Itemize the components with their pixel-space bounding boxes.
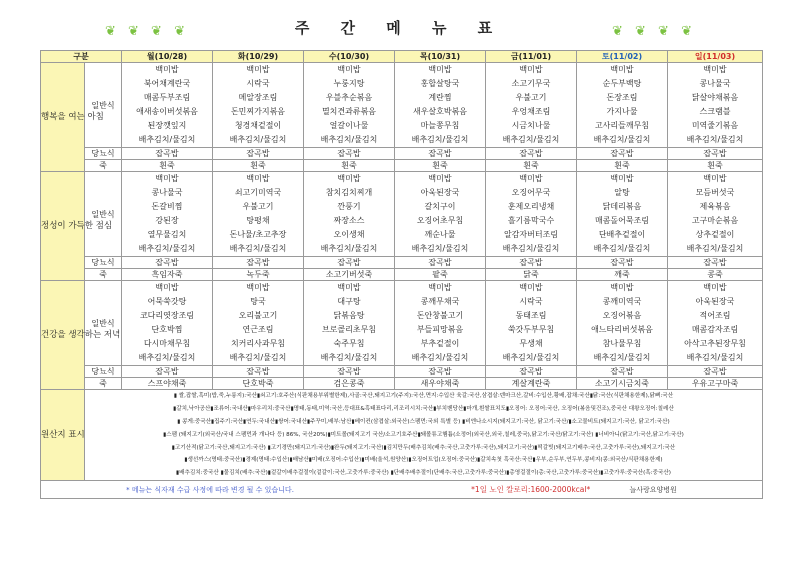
- dish-item: 브로콜리초무침: [321, 325, 377, 334]
- dish-item: 순두부백탕: [602, 79, 642, 88]
- dish-item: 메알장조림: [238, 93, 278, 102]
- dish-item: 열무물김치: [147, 230, 187, 239]
- breakfast-porridge-tue: 흰죽: [213, 160, 304, 172]
- breakfast-diabetic-thu: 잡곡밥: [395, 148, 486, 160]
- origin-line: ▮ 쌀,잡쌀,흑미(밥,죽,누룽지):국산▮쇠고기:호주산(식판채용부위별한제),사골:국산,돼지고기(주지):국산,면지:수입산 육갈:국산,삼겹살:덴마크산,갈비:수입산,황배,잡채:국산▮닭:국산(식판채용한제),닭뼈:국산: [173, 393, 674, 399]
- dish-item: 돈안창불고기: [416, 311, 464, 320]
- breakfast-diabetic-label: 당뇨식: [85, 148, 122, 160]
- footer-calorie: *1일 노인 칼로리:1600-2000kcal*: [471, 485, 591, 495]
- dish-item: 계란찜: [428, 93, 452, 102]
- header-day-mon: 월(10/28): [122, 51, 213, 63]
- lunch-diabetic-row: [41, 257, 763, 269]
- lunch-porridge-row: [41, 269, 763, 281]
- dinner-porridge-sat: 소고기시금치죽: [577, 378, 668, 390]
- dinner-diabetic-label: 당뇨식: [85, 366, 122, 378]
- dish-item: 깨순나물: [424, 230, 456, 239]
- dish-item: 상추겉절이: [695, 230, 735, 239]
- dish-item: 배추김치/물김치: [593, 353, 651, 362]
- dish-item: 백미밥: [519, 174, 543, 183]
- dish-item: 배추김치/물김치: [502, 353, 560, 362]
- dish-item: 훈제오리냉채: [507, 202, 555, 211]
- dish-item: 백미밥: [155, 174, 179, 183]
- dish-item: 북어채계란국: [143, 79, 191, 88]
- dish-item: 새우살호박볶음: [412, 107, 468, 116]
- dish-item: 배추김치/물김치: [229, 353, 287, 362]
- dish-item: 오징어초무침: [416, 216, 464, 225]
- lunch-diabetic-thu: 잡곡밥: [395, 257, 486, 269]
- dinner-diabetic-sun: 잡곡밥: [668, 366, 763, 378]
- dish-item: 오리불고기: [238, 311, 278, 320]
- lunch-sat-cell: [577, 172, 668, 257]
- header-day-thu: 목(10/31): [395, 51, 486, 63]
- dish-item: 백미밥: [610, 65, 634, 74]
- dish-item: 얼갈이나물: [329, 121, 369, 130]
- dish-item: 백미밥: [703, 174, 727, 183]
- dish-item: 매콤감자조림: [691, 325, 739, 334]
- dish-item: 배추김치/물김치: [686, 244, 744, 253]
- dish-item: 백미밥: [610, 283, 634, 292]
- lunch-diabetic-label: 당뇨식: [85, 257, 122, 269]
- sprout-decoration-left: ❦ ❦ ❦ ❦: [105, 24, 189, 39]
- breakfast-porridge-sat: 흰죽: [577, 160, 668, 172]
- breakfast-porridge-sun: 흰죽: [668, 160, 763, 172]
- breakfast-tue-cell: [213, 63, 304, 148]
- dish-item: 배추김치/물김치: [138, 135, 196, 144]
- dish-item: 홍합살탕국: [420, 79, 460, 88]
- dish-item: 매콤두부조림: [143, 93, 191, 102]
- dish-item: 스크램블: [699, 107, 731, 116]
- dinner-porridge-label: 죽: [85, 378, 122, 390]
- breakfast-diabetic-fri: 잡곡밥: [486, 148, 577, 160]
- lunch-diabetic-mon: 잡곡밥: [122, 257, 213, 269]
- dish-item: 백미밥: [428, 174, 452, 183]
- dish-item: 배추김치/물김치: [502, 135, 560, 144]
- header-day-wed: 수(10/30): [304, 51, 395, 63]
- dinner-thu-cell: [395, 281, 486, 366]
- dish-item: 누룽지탕: [333, 79, 365, 88]
- dish-item: 오징어무국: [511, 188, 551, 197]
- breakfast-diabetic-sun: 잡곡밥: [668, 148, 763, 160]
- breakfast-general-row: [41, 63, 763, 148]
- dish-item: 참치김치찌개: [325, 188, 373, 197]
- origin-line: ▮ 콩게:중국산▮집주기:국산▮연두:국내산▮쌍어:국내산▮주꾸미,배부:남산▮베이컨(삼겹살:외국산)스팸먼:국외 특별 등) ▮비엔나소시지(돼지고기:국산, 닭고기:국산/▮소고물비트(돼지고기:국산, 닭고기:국산): [177, 418, 670, 425]
- dish-item: 배추김치/물김치: [593, 244, 651, 253]
- dish-item: 고사리들깨무침: [594, 121, 650, 130]
- dish-item: 깐풍기: [337, 202, 361, 211]
- dinner-wed-cell: [304, 281, 395, 366]
- dish-item: 시락국: [519, 297, 543, 306]
- breakfast-fri-cell: [486, 63, 577, 148]
- dinner-diabetic-wed: 잡곡밥: [304, 366, 395, 378]
- dish-item: 적어조림: [699, 311, 731, 320]
- sprout-decoration-right: ❦ ❦ ❦ ❦: [612, 24, 696, 39]
- dish-item: 강된장: [155, 216, 179, 225]
- dinner-diabetic-row: [41, 366, 763, 378]
- dish-item: 탕평채: [246, 216, 270, 225]
- dish-item: 배추김치/물김치: [229, 244, 287, 253]
- lunch-diabetic-sun: 잡곡밥: [668, 257, 763, 269]
- dish-item: 백미밥: [246, 174, 270, 183]
- header-day-sun: 일(11/03): [668, 51, 763, 63]
- dish-item: 쑥갓두부무침: [507, 325, 555, 334]
- dinner-diabetic-tue: 잡곡밥: [213, 366, 304, 378]
- dinner-porridge-tue: 단호박죽: [213, 378, 304, 390]
- breakfast-porridge-wed: 흰죽: [304, 160, 395, 172]
- dish-item: 치커리사과무침: [230, 339, 286, 348]
- dish-item: 돈장조림: [606, 93, 638, 102]
- dish-item: 애느타리버섯볶음: [591, 325, 653, 334]
- origin-line: ▮배추김치:중국산 ▮물김치(배추:국산)▮겉갈이배추걸절이(겉갈이:국산,고춧가루:중국산) ▮단배추배추절이(단배추:국산,고춧가루:중국산)▮총영걸절이(총:국산,고춧가루:중국산)▮고춧가루:중국산(흑:중국산): [176, 470, 671, 477]
- breakfast-porridge-mon: 흰죽: [122, 160, 213, 172]
- footer-row: [41, 481, 763, 499]
- lunch-porridge-sun: 콩죽: [668, 269, 763, 281]
- dish-item: 숙주무침: [333, 339, 365, 348]
- breakfast-thu-cell: [395, 63, 486, 148]
- dish-item: 마늘쫑무침: [420, 121, 460, 130]
- dish-item: 백미밥: [337, 283, 361, 292]
- dinner-fri-cell: [486, 281, 577, 366]
- breakfast-diabetic-wed: 잡곡밥: [304, 148, 395, 160]
- dish-item: 우불고기: [515, 93, 547, 102]
- dish-item: 시금치나물: [511, 121, 551, 130]
- dish-item: 부추겉절이: [420, 339, 460, 348]
- header-day-sat: 토(11/02): [577, 51, 668, 63]
- dish-item: 돈갈비찜: [151, 202, 183, 211]
- dish-item: 대구탕: [337, 297, 361, 306]
- lunch-porridge-thu: 팥죽: [395, 269, 486, 281]
- dish-item: 아욱된장국: [420, 188, 460, 197]
- lunch-wed-cell: [304, 172, 395, 257]
- dish-item: 코다리엿장조림: [139, 311, 195, 320]
- dinner-tue-cell: [213, 281, 304, 366]
- breakfast-general-label: 일반식: [85, 63, 122, 148]
- dish-item: 배추김치/물김치: [593, 135, 651, 144]
- lunch-tue-cell: [213, 172, 304, 257]
- lunch-general-row: [41, 172, 763, 257]
- dish-item: 부들피망볶음: [416, 325, 464, 334]
- breakfast-sat-cell: [577, 63, 668, 148]
- dish-item: 돈민찌가지볶음: [230, 107, 286, 116]
- dish-item: 우엉채조림: [511, 107, 551, 116]
- lunch-general-label: 일반식: [85, 172, 122, 257]
- dish-item: 알감자버터조림: [503, 230, 559, 239]
- breakfast-sun-cell: [668, 63, 763, 148]
- dish-item: 배추김치/물김치: [502, 244, 560, 253]
- dish-item: 백미밥: [428, 283, 452, 292]
- lunch-diabetic-wed: 잡곡밥: [304, 257, 395, 269]
- dish-item: 된장깻잎지: [147, 121, 187, 130]
- dish-item: 애새송이버섯볶음: [136, 107, 198, 116]
- dish-item: 시락국: [246, 79, 270, 88]
- dinner-mon-cell: [122, 281, 213, 366]
- dish-item: 무생채: [519, 339, 543, 348]
- dish-item: 백미밥: [246, 65, 270, 74]
- dish-item: 우블추순볶음: [325, 93, 373, 102]
- dish-item: 배추김치/물김치: [686, 353, 744, 362]
- dish-item: 참나물무침: [602, 339, 642, 348]
- dinner-section-label: 건강을 생각하는 저녁: [41, 281, 85, 390]
- dish-item: 닭데리볶음: [602, 202, 642, 211]
- dish-item: 오징어볶음: [602, 311, 642, 320]
- header-category: 구분: [41, 51, 122, 63]
- dish-item: 배추김치/물김치: [411, 244, 469, 253]
- dish-item: 제육볶음: [699, 202, 731, 211]
- dish-item: 고구마순볶음: [691, 216, 739, 225]
- lunch-thu-cell: [395, 172, 486, 257]
- dish-item: 매콤돌어묵조림: [594, 216, 650, 225]
- dish-item: 쇠고기미역국: [234, 188, 282, 197]
- origin-line: ▮고기산적(닭고기:국산,돼지고기:국산) ▮고기경만(돼지고기:국산)▮완두(돼지고기:국산)▮김치만두(배추김치(배추:국산,고춧가루:국산),돼지고기:국산)▮떡갈빗(돼지고기배추:국산,고춧가루:국산),돼지고기:국산: [171, 444, 676, 451]
- lunch-porridge-tue: 녹두죽: [213, 269, 304, 281]
- dish-item: 배추김치/물김치: [229, 135, 287, 144]
- breakfast-mon-cell: [122, 63, 213, 148]
- dish-item: 우불고기: [242, 202, 274, 211]
- dish-item: 동태조림: [515, 311, 547, 320]
- origin-row: [41, 390, 763, 481]
- dish-item: 오이생채: [333, 230, 365, 239]
- dinner-sat-cell: [577, 281, 668, 366]
- dish-item: 갈치구이: [424, 202, 456, 211]
- breakfast-porridge-row: [41, 160, 763, 172]
- dinner-porridge-mon: 스프야채죽: [122, 378, 213, 390]
- dish-item: 닭살야채볶음: [691, 93, 739, 102]
- dinner-porridge-row: [41, 378, 763, 390]
- origin-label: 원산지 표시: [41, 390, 85, 481]
- dinner-porridge-wed: 검은콩죽: [304, 378, 395, 390]
- dish-item: 다시마채무침: [143, 339, 191, 348]
- breakfast-porridge-label: 죽: [85, 160, 122, 172]
- lunch-diabetic-fri: 잡곡밥: [486, 257, 577, 269]
- dish-item: 가지나물: [606, 107, 638, 116]
- footer: [41, 481, 763, 499]
- dish-item: 백미밥: [519, 283, 543, 292]
- dish-item: 소고기무국: [511, 79, 551, 88]
- dinner-porridge-fri: 계살계란죽: [486, 378, 577, 390]
- footer-note: * 메뉴는 식자재 수급 사정에 따라 변경 될 수 있습니다.: [126, 486, 294, 495]
- dish-item: 모듬버섯국: [695, 188, 735, 197]
- dish-item: 아욱된장국: [695, 297, 735, 306]
- dinner-diabetic-fri: 잡곡밥: [486, 366, 577, 378]
- dish-item: 배추김치/물김치: [411, 135, 469, 144]
- dish-item: 어묵쑥갓탕: [147, 297, 187, 306]
- dish-item: 알탕: [614, 188, 630, 197]
- breakfast-diabetic-row: [41, 148, 763, 160]
- dish-item: 콩나물국: [151, 188, 183, 197]
- dish-item: 백미밥: [155, 283, 179, 292]
- lunch-section-label: 정성이 가득한 점심: [41, 172, 85, 281]
- dish-item: 백미밥: [428, 65, 452, 74]
- dish-item: 흘기름막국수: [507, 216, 555, 225]
- dinner-diabetic-thu: 잡곡밥: [395, 366, 486, 378]
- origin-line: ▮생선까스(명태:중국산)▮경제(명태:수입산)▮배남산▮미배(오징어:수입산)▮미배(울석,원양산)▮오징어트업(오징어:중국산)▮갈치속첫 흑국산:국산▮우부,순두부,연두부,콩비지(콩:외국산/식판채용한제): [184, 457, 663, 464]
- breakfast-diabetic-mon: 잡곡밥: [122, 148, 213, 160]
- lunch-fri-cell: [486, 172, 577, 257]
- dish-item: 배추김치/물김치: [320, 244, 378, 253]
- dish-item: 배추김치/물김치: [138, 353, 196, 362]
- breakfast-section-label: 행복을 여는 아침: [41, 63, 85, 172]
- lunch-diabetic-tue: 잡곡밥: [213, 257, 304, 269]
- lunch-diabetic-sat: 잡곡밥: [577, 257, 668, 269]
- dish-item: 백미밥: [519, 65, 543, 74]
- dish-item: 단호박찜: [151, 325, 183, 334]
- breakfast-wed-cell: [304, 63, 395, 148]
- dish-item: 콩나물국: [699, 79, 731, 88]
- dinner-diabetic-mon: 잡곡밥: [122, 366, 213, 378]
- lunch-porridge-sat: 깨죽: [577, 269, 668, 281]
- dinner-general-label: 일반식: [85, 281, 122, 366]
- lunch-porridge-label: 죽: [85, 269, 122, 281]
- breakfast-porridge-fri: 흰죽: [486, 160, 577, 172]
- dish-item: 백미밥: [610, 174, 634, 183]
- dish-item: 단배추겉절이: [598, 230, 646, 239]
- dinner-sun-cell: [668, 281, 763, 366]
- breakfast-diabetic-tue: 잡곡밥: [213, 148, 304, 160]
- dinner-general-row: [41, 281, 763, 366]
- dinner-diabetic-sat: 잡곡밥: [577, 366, 668, 378]
- dish-item: 연근조림: [242, 325, 274, 334]
- dish-item: 짜장소스: [333, 216, 365, 225]
- origin-line: ▮갈치,낙아공산▮조류어:국내산▮마우리치:중국산▮명태,동태,미역:국산,등대표&흑태표다리,리조리시치:국산▮부치벤당산▮마개,흰쌀표치도▮오징어: 오징어:국산, 오징어(볶음및건조),중국산 대왕오징어:칠레산: [173, 405, 674, 412]
- dish-item: 백미밥: [703, 65, 727, 74]
- lunch-porridge-wed: 소고기버섯죽: [304, 269, 395, 281]
- footer-hospital: 늘사랑요양병원: [629, 486, 677, 495]
- dish-item: 배추김치/물김치: [686, 135, 744, 144]
- dish-item: 아삭고추된장무침: [684, 339, 746, 348]
- dish-item: 청경채겉절이: [234, 121, 282, 130]
- breakfast-diabetic-sat: 잡곡밥: [577, 148, 668, 160]
- dish-item: 백미밥: [337, 174, 361, 183]
- origin-info: [85, 390, 763, 481]
- dish-item: 배추김치/물김치: [320, 135, 378, 144]
- header-day-tue: 화(10/29): [213, 51, 304, 63]
- dish-item: 배추김치/물김치: [138, 244, 196, 253]
- dish-item: 미역줄기볶음: [691, 121, 739, 130]
- page-title: 주 간 메 뉴 표: [294, 19, 506, 37]
- dish-item: 콩깨미역국: [602, 297, 642, 306]
- dinner-porridge-sun: 우유고구마죽: [668, 378, 763, 390]
- origin-line: ▮스팸 (돼지고기(외국산/국내 스팸먼과 개나다 등) 86%, 국산20%)▮미트볼(돼지고기 국산/소고기호주산▮돼볼튜고햄튬(소정어(외국산,외국,칠레,중국),닭고기:국산/닭고기:국산) ▮너비아니(닭고기:국산,닭고기:국산): [163, 431, 684, 438]
- dish-item: 배추김치/물김치: [320, 353, 378, 362]
- dish-item: 배추김치/물김치: [411, 353, 469, 362]
- lunch-porridge-fri: 닭죽: [486, 269, 577, 281]
- lunch-sun-cell: [668, 172, 763, 257]
- lunch-porridge-mon: 흑임자죽: [122, 269, 213, 281]
- dish-item: 멸치견과류볶음: [321, 107, 377, 116]
- dish-item: 콩깨무채국: [420, 297, 460, 306]
- breakfast-porridge-thu: 흰죽: [395, 160, 486, 172]
- dish-item: 백미밥: [155, 65, 179, 74]
- dish-item: 닭볶음탕: [333, 311, 365, 320]
- weekly-menu-table: [40, 50, 763, 499]
- dinner-porridge-thu: 새우야채죽: [395, 378, 486, 390]
- dish-item: 백미밥: [337, 65, 361, 74]
- dish-item: 백미밥: [703, 283, 727, 292]
- header-day-fri: 금(11/01): [486, 51, 577, 63]
- header-row: [41, 51, 763, 63]
- dish-item: 탕국: [250, 297, 266, 306]
- dish-item: 돈나물/초고추장: [229, 230, 287, 239]
- lunch-mon-cell: [122, 172, 213, 257]
- dish-item: 백미밥: [246, 283, 270, 292]
